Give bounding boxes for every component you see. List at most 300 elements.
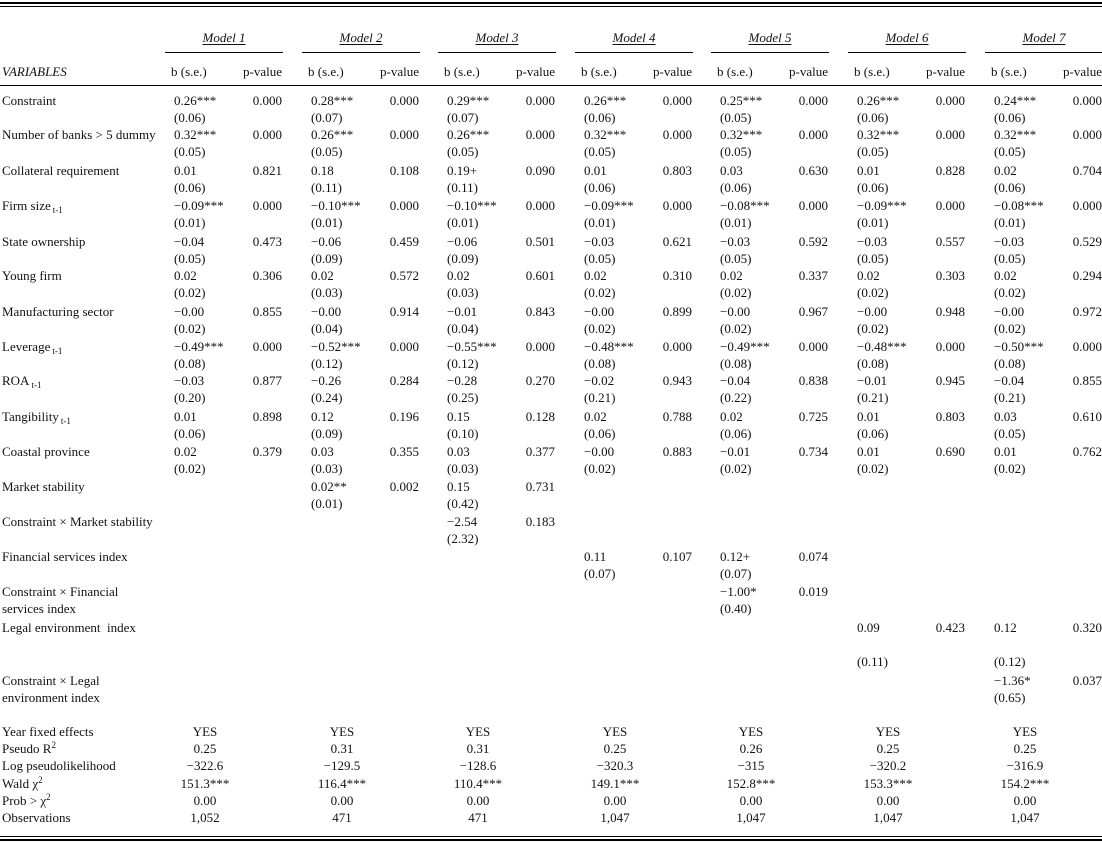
p-value: 0.303 <box>935 268 965 283</box>
standard-error: (0.05) <box>720 110 752 125</box>
standard-error: (0.02) <box>720 321 752 336</box>
b-se-header: b (s.e.) <box>854 64 890 79</box>
coefficient: 0.03 <box>311 444 334 459</box>
p-value: 0.000 <box>389 127 419 142</box>
variable-label <box>2 338 157 357</box>
standard-error: (0.12) <box>994 654 1026 669</box>
coefficient: −0.48*** <box>857 339 907 354</box>
stat-value: 0.00 <box>193 793 217 808</box>
p-value: 0.704 <box>1072 163 1102 178</box>
coefficient: −0.01 <box>720 444 751 459</box>
p-value: 0.690 <box>935 444 965 459</box>
p-value: 0.019 <box>798 584 828 599</box>
p-value-header: p-value <box>653 64 692 79</box>
model-underline <box>302 52 420 53</box>
variable-label <box>2 583 157 617</box>
coefficient: −0.03 <box>857 234 888 249</box>
p-value: 0.572 <box>389 268 419 283</box>
p-value: 0.000 <box>1072 198 1102 213</box>
coefficient: −0.01 <box>447 304 478 319</box>
standard-error: (0.05) <box>720 144 752 159</box>
variable-name: Leverage <box>2 339 51 354</box>
p-value: 0.000 <box>389 339 419 354</box>
standard-error: (0.05) <box>994 426 1026 441</box>
p-value: 0.843 <box>525 304 555 319</box>
stat-value: −129.5 <box>323 758 361 773</box>
coefficient: −0.06 <box>311 234 342 249</box>
coefficient: −0.09*** <box>584 198 634 213</box>
coefficient: −0.00 <box>994 304 1025 319</box>
coefficient: −0.00 <box>174 304 205 319</box>
variable-label <box>2 233 157 250</box>
stat-value: 1,047 <box>1010 810 1040 825</box>
coefficient: 0.02 <box>994 268 1017 283</box>
p-value: 0.610 <box>1072 409 1102 424</box>
standard-error: (0.06) <box>857 426 889 441</box>
p-value: 0.037 <box>1072 673 1102 688</box>
variable-name: Market stability <box>2 479 85 494</box>
coefficient: 0.12 <box>311 409 334 424</box>
stat-value: −315 <box>737 758 765 773</box>
variable-label <box>2 92 157 109</box>
variable-name: Number of banks > 5 dummy <box>2 127 156 142</box>
b-se-header: b (s.e.) <box>717 64 753 79</box>
stat-value: 110.4*** <box>453 776 503 791</box>
standard-error: (0.02) <box>584 321 616 336</box>
standard-error: (0.12) <box>311 356 343 371</box>
coefficient: −0.48*** <box>584 339 634 354</box>
standard-error: (0.05) <box>311 144 343 159</box>
coefficient: 0.32*** <box>584 127 627 142</box>
stat-value: 0.00 <box>603 793 627 808</box>
model-header: Model 5 <box>748 30 792 45</box>
bottom-rule <box>0 839 1102 841</box>
b-se-header: b (s.e.) <box>171 64 207 79</box>
standard-error: (0.21) <box>994 390 1026 405</box>
stat-value: 0.31 <box>330 741 354 756</box>
variable-name: Collateral requirement <box>2 163 120 178</box>
variable-label <box>2 267 157 284</box>
coefficient: 0.32*** <box>857 127 900 142</box>
p-value: 0.000 <box>798 127 828 142</box>
coefficient: 0.03 <box>994 409 1017 424</box>
model-header: Model 4 <box>612 30 656 45</box>
coefficient: 0.12+ <box>720 549 751 564</box>
standard-error: (0.11) <box>447 180 478 195</box>
p-value: 0.803 <box>662 163 692 178</box>
standard-error: (0.06) <box>174 180 206 195</box>
variable-name: Constraint × Market stability <box>2 514 153 529</box>
coefficient: 0.02 <box>857 268 880 283</box>
p-value: 0.501 <box>525 234 555 249</box>
p-value: 0.284 <box>389 373 419 388</box>
p-value: 0.000 <box>1072 93 1102 108</box>
standard-error: (0.09) <box>311 426 343 441</box>
variable-name: Young firm <box>2 268 62 283</box>
p-value: 0.945 <box>935 373 965 388</box>
coefficient: 0.01 <box>857 444 880 459</box>
variable-label <box>2 162 157 179</box>
coefficient: −0.00 <box>857 304 888 319</box>
variable-label <box>2 408 157 427</box>
variable-label <box>2 548 157 565</box>
stat-value: 1,047 <box>736 810 766 825</box>
p-value: 0.621 <box>662 234 692 249</box>
coefficient: −0.52*** <box>311 339 361 354</box>
model-header: Model 6 <box>885 30 929 45</box>
coefficient: 0.26*** <box>174 93 217 108</box>
coefficient: 0.18 <box>311 163 334 178</box>
p-value-header: p-value <box>1063 64 1102 79</box>
standard-error: (0.07) <box>311 110 343 125</box>
stat-value: 1,047 <box>600 810 630 825</box>
standard-error: (0.02) <box>857 285 889 300</box>
standard-error: (0.08) <box>584 356 616 371</box>
stat-name: Observations <box>2 810 71 825</box>
variable-subscript: t-1 <box>52 205 63 215</box>
coefficient: 0.02** <box>311 479 347 494</box>
standard-error: (0.21) <box>857 390 889 405</box>
standard-error: (0.05) <box>174 251 206 266</box>
coefficient: −0.10*** <box>447 198 497 213</box>
coefficient: 0.28*** <box>311 93 354 108</box>
variable-name: Manufacturing sector <box>2 304 114 319</box>
coefficient: 0.03 <box>720 163 743 178</box>
coefficient: 0.24*** <box>994 93 1037 108</box>
coefficient: −0.03 <box>174 373 205 388</box>
coefficient: −0.06 <box>447 234 478 249</box>
stat-value: −322.6 <box>186 758 224 773</box>
standard-error: (0.08) <box>994 356 1026 371</box>
variable-label <box>2 126 157 143</box>
p-value: 0.000 <box>389 198 419 213</box>
p-value: 0.000 <box>525 339 555 354</box>
standard-error: (0.06) <box>720 180 752 195</box>
standard-error: (0.05) <box>447 144 479 159</box>
coefficient: 0.26*** <box>857 93 900 108</box>
stat-value: YES <box>329 724 355 739</box>
p-value: 0.459 <box>389 234 419 249</box>
stat-name: Pseudo R <box>2 741 52 756</box>
p-value: 0.074 <box>798 549 828 564</box>
standard-error: (0.11) <box>311 180 342 195</box>
coefficient: 0.02 <box>584 268 607 283</box>
p-value: 0.788 <box>662 409 692 424</box>
p-value: 0.000 <box>252 93 282 108</box>
standard-error: (0.06) <box>174 426 206 441</box>
coefficient: 0.02 <box>720 268 743 283</box>
standard-error: (0.05) <box>857 144 889 159</box>
standard-error: (0.03) <box>311 285 343 300</box>
p-value: 0.270 <box>525 373 555 388</box>
coefficient: −0.01 <box>857 373 888 388</box>
standard-error: (0.22) <box>720 390 752 405</box>
standard-error: (0.01) <box>584 215 616 230</box>
p-value: 0.883 <box>662 444 692 459</box>
p-value: 0.000 <box>252 339 282 354</box>
coefficient: 0.12 <box>994 620 1017 635</box>
coefficient: 0.26*** <box>584 93 627 108</box>
p-value: 0.828 <box>935 163 965 178</box>
p-value: 0.855 <box>1072 373 1102 388</box>
standard-error: (0.05) <box>174 144 206 159</box>
standard-error: (0.02) <box>720 285 752 300</box>
standard-error: (0.06) <box>994 110 1026 125</box>
coefficient: 0.15 <box>447 479 470 494</box>
standard-error: (0.11) <box>857 654 888 669</box>
variable-label <box>2 672 157 706</box>
coefficient: 0.03 <box>447 444 470 459</box>
p-value-header: p-value <box>926 64 965 79</box>
p-value: 0.000 <box>935 198 965 213</box>
p-value: 0.943 <box>662 373 692 388</box>
stat-value: 116.4*** <box>317 776 367 791</box>
stat-value: −316.9 <box>1006 758 1044 773</box>
variable-subscript: t-1 <box>52 346 63 356</box>
coefficient: 0.02 <box>720 409 743 424</box>
standard-error: (0.12) <box>447 356 479 371</box>
standard-error: (0.05) <box>857 251 889 266</box>
p-value: 0.821 <box>252 163 282 178</box>
stat-value: −320.3 <box>596 758 634 773</box>
p-value: 0.000 <box>389 93 419 108</box>
stat-superscript: 2 <box>51 740 56 750</box>
standard-error: (0.65) <box>994 690 1026 705</box>
coefficient: 0.01 <box>174 409 197 424</box>
stat-value: YES <box>465 724 491 739</box>
coefficient: 0.01 <box>584 163 607 178</box>
p-value: 0.601 <box>525 268 555 283</box>
coefficient: 0.25*** <box>720 93 763 108</box>
standard-error: (0.06) <box>857 180 889 195</box>
stat-value: 149.1*** <box>590 776 640 791</box>
standard-error: (0.06) <box>720 426 752 441</box>
coefficient: −0.09*** <box>857 198 907 213</box>
standard-error: (0.09) <box>447 251 479 266</box>
standard-error: (0.05) <box>994 251 1026 266</box>
b-se-header: b (s.e.) <box>308 64 344 79</box>
standard-error: (0.40) <box>720 601 752 616</box>
p-value: 0.294 <box>1072 268 1102 283</box>
coefficient: 0.02 <box>174 268 197 283</box>
p-value: 0.306 <box>252 268 282 283</box>
coefficient: −2.54 <box>447 514 478 529</box>
stat-name: Log pseudolikelihood <box>2 758 116 773</box>
p-value: 0.128 <box>525 409 555 424</box>
p-value: 0.355 <box>389 444 419 459</box>
stat-name: Prob > χ <box>2 793 47 808</box>
coefficient: −0.50*** <box>994 339 1044 354</box>
p-value: 0.320 <box>1072 620 1102 635</box>
standard-error: (0.42) <box>447 496 479 511</box>
variable-name: Constraint × Legal environment index <box>2 673 100 705</box>
coefficient: 0.02 <box>584 409 607 424</box>
standard-error: (0.06) <box>584 110 616 125</box>
standard-error: (2.32) <box>447 531 479 546</box>
stat-value: 153.3*** <box>863 776 913 791</box>
coefficient: −0.55*** <box>447 339 497 354</box>
stat-superscript: 2 <box>38 775 43 785</box>
standard-error: (0.02) <box>584 285 616 300</box>
p-value: 0.107 <box>662 549 692 564</box>
standard-error: (0.02) <box>857 461 889 476</box>
stat-value: YES <box>875 724 901 739</box>
model-underline <box>165 52 283 53</box>
p-value: 0.473 <box>252 234 282 249</box>
model-header: Model 1 <box>202 30 246 45</box>
coefficient: 0.02 <box>994 163 1017 178</box>
model-header: Model 2 <box>339 30 383 45</box>
model-header: Model 3 <box>475 30 519 45</box>
standard-error: (0.01) <box>720 215 752 230</box>
model-underline <box>985 52 1102 53</box>
standard-error: (0.07) <box>447 110 479 125</box>
p-value: 0.529 <box>1072 234 1102 249</box>
p-value-header: p-value <box>380 64 419 79</box>
p-value: 0.000 <box>525 198 555 213</box>
p-value: 0.000 <box>935 339 965 354</box>
p-value: 0.000 <box>1072 127 1102 142</box>
variable-name: Constraint × Financial services index <box>2 584 119 616</box>
standard-error: (0.01) <box>311 496 343 511</box>
coefficient: −0.26 <box>311 373 342 388</box>
p-value: 0.734 <box>798 444 828 459</box>
stat-name: Wald χ <box>2 776 39 791</box>
variable-label <box>2 443 157 460</box>
variable-subscript: t-1 <box>60 416 71 426</box>
p-value: 0.000 <box>798 339 828 354</box>
b-se-header: b (s.e.) <box>991 64 1027 79</box>
coefficient: −0.09*** <box>174 198 224 213</box>
coefficient: −0.00 <box>584 304 615 319</box>
header-rule <box>0 85 1102 86</box>
coefficient: −1.00* <box>720 584 757 599</box>
bottom-rule-thin <box>0 836 1102 837</box>
stat-value: 154.2*** <box>1000 776 1050 791</box>
p-value: 0.000 <box>798 198 828 213</box>
standard-error: (0.02) <box>857 321 889 336</box>
coefficient: −0.49*** <box>720 339 770 354</box>
p-value: 0.000 <box>525 127 555 142</box>
stat-value: 1,047 <box>873 810 903 825</box>
standard-error: (0.06) <box>994 180 1026 195</box>
p-value: 0.000 <box>935 93 965 108</box>
p-value: 0.725 <box>798 409 828 424</box>
standard-error: (0.08) <box>174 356 206 371</box>
coefficient: 0.11 <box>584 549 607 564</box>
coefficient: −0.03 <box>584 234 615 249</box>
p-value: 0.914 <box>389 304 419 319</box>
stat-value: 471 <box>332 810 352 825</box>
p-value: 0.000 <box>1072 339 1102 354</box>
top-rule-thin <box>0 6 1102 7</box>
p-value: 0.090 <box>525 163 555 178</box>
p-value: 0.000 <box>798 93 828 108</box>
coefficient: 0.01 <box>174 163 197 178</box>
variable-label <box>2 513 157 530</box>
standard-error: (0.02) <box>994 461 1026 476</box>
model-header: Model 7 <box>1022 30 1066 45</box>
coefficient: −0.04 <box>720 373 751 388</box>
p-value: 0.898 <box>252 409 282 424</box>
coefficient: 0.32*** <box>994 127 1037 142</box>
variable-subscript: t-1 <box>31 380 42 390</box>
coefficient: 0.29*** <box>447 93 490 108</box>
standard-error: (0.06) <box>857 110 889 125</box>
standard-error: (0.01) <box>994 215 1026 230</box>
p-value-header: p-value <box>243 64 282 79</box>
standard-error: (0.06) <box>174 110 206 125</box>
coefficient: −0.00 <box>311 304 342 319</box>
p-value: 0.557 <box>935 234 965 249</box>
variable-label <box>2 197 157 216</box>
p-value: 0.000 <box>662 93 692 108</box>
coefficient: 0.01 <box>857 409 880 424</box>
standard-error: (0.20) <box>174 390 206 405</box>
b-se-header: b (s.e.) <box>581 64 617 79</box>
coefficient: 0.02 <box>447 268 470 283</box>
coefficient: −0.00 <box>720 304 751 319</box>
coefficient: −0.49*** <box>174 339 224 354</box>
coefficient: −0.08*** <box>720 198 770 213</box>
p-value: 0.855 <box>252 304 282 319</box>
coefficient: −0.04 <box>174 234 205 249</box>
standard-error: (0.06) <box>584 180 616 195</box>
standard-error: (0.02) <box>720 461 752 476</box>
variable-name: Financial services index <box>2 549 128 564</box>
standard-error: (0.04) <box>311 321 343 336</box>
p-value: 0.000 <box>525 93 555 108</box>
stat-value: 0.00 <box>330 793 354 808</box>
standard-error: (0.25) <box>447 390 479 405</box>
p-value: 0.877 <box>252 373 282 388</box>
coefficient: 0.02 <box>311 268 334 283</box>
variable-label <box>2 478 157 495</box>
stat-value: 152.8*** <box>726 776 776 791</box>
p-value: 0.838 <box>798 373 828 388</box>
standard-error: (0.01) <box>311 215 343 230</box>
variable-label <box>2 372 157 391</box>
standard-error: (0.02) <box>994 285 1026 300</box>
standard-error: (0.10) <box>447 426 479 441</box>
p-value: 0.377 <box>525 444 555 459</box>
model-underline <box>848 52 966 53</box>
variable-label <box>2 303 157 320</box>
standard-error: (0.05) <box>994 144 1026 159</box>
stat-value: 0.26 <box>739 741 763 756</box>
coefficient: 0.15 <box>447 409 470 424</box>
standard-error: (0.02) <box>174 321 206 336</box>
stat-value: 0.25 <box>1013 741 1037 756</box>
p-value: 0.002 <box>389 479 419 494</box>
variable-label <box>2 619 157 636</box>
standard-error: (0.05) <box>720 251 752 266</box>
p-value: 0.000 <box>252 127 282 142</box>
coefficient: −0.10*** <box>311 198 361 213</box>
standard-error: (0.02) <box>174 285 206 300</box>
variable-name: Firm size <box>2 198 51 213</box>
p-value-header: p-value <box>516 64 555 79</box>
stat-value: YES <box>738 724 764 739</box>
coefficient: 0.01 <box>857 163 880 178</box>
coefficient: −0.03 <box>720 234 751 249</box>
p-value: 0.196 <box>389 409 419 424</box>
coefficient: 0.32*** <box>174 127 217 142</box>
variable-name: ROA <box>2 373 30 388</box>
standard-error: (0.09) <box>311 251 343 266</box>
stat-value: −320.2 <box>869 758 907 773</box>
variable-name: Tangibility <box>2 409 59 424</box>
